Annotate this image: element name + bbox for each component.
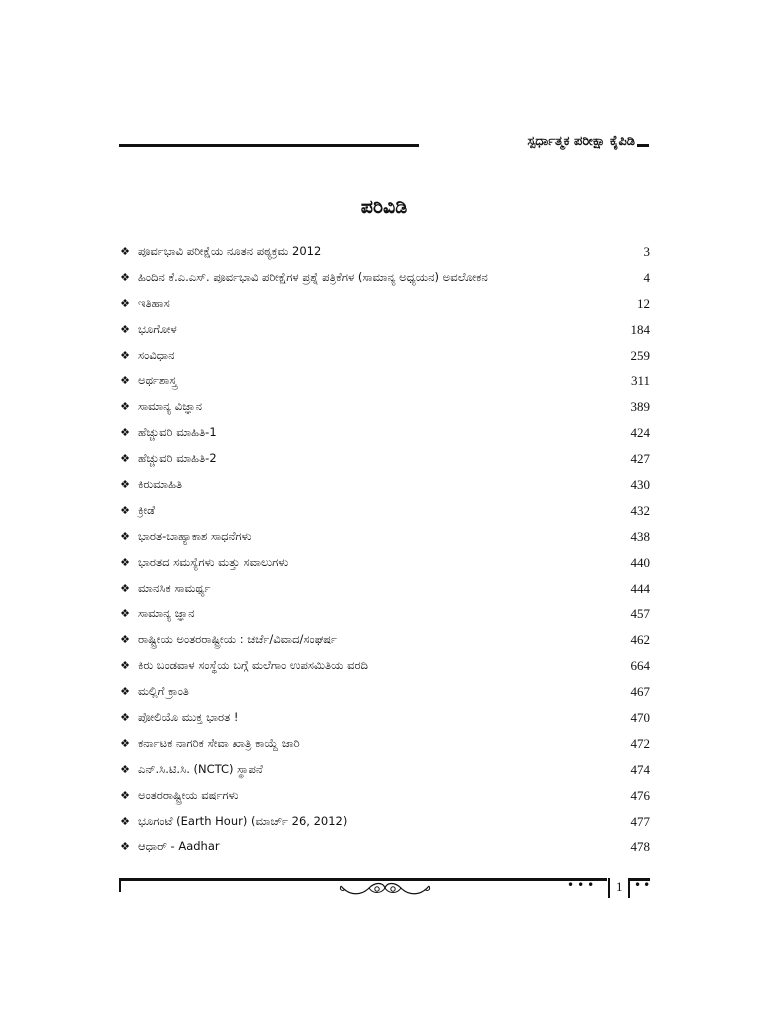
diamond-bullet-icon: ❖	[120, 581, 130, 595]
header-title: ಸ್ಪರ್ಧಾತ್ಮಕ ಪರೀಕ್ಷಾ ಕೈಪಿಡಿ	[527, 134, 635, 149]
toc-entry-page: 440	[630, 554, 650, 570]
diamond-bullet-icon: ❖	[120, 840, 130, 854]
toc-entry-page: 457	[630, 606, 650, 622]
toc-entry-page: 476	[630, 787, 650, 803]
footer-separator	[608, 878, 610, 898]
toc-entry	[119, 783, 650, 809]
toc-entry-label: ಮಲ್ಲಿಗೆ ಕ್ರಾಂತಿ	[138, 684, 189, 699]
toc-entry-page: 477	[630, 813, 650, 829]
toc-entry-page: 472	[630, 735, 650, 751]
toc-entry	[119, 317, 650, 343]
toc-entry-label: ಅಂತರರಾಷ್ಟ್ರೀಯ ವರ್ಷಗಳು	[138, 787, 239, 802]
toc-entry-label: ಪೂರ್ವಭಾವಿ ಪರೀಕ್ಷೆಯ ನೂತನ ಪಠ್ಯಕ್ರಮ 2012	[138, 244, 322, 258]
diamond-bullet-icon: ❖	[120, 633, 130, 647]
toc-entry	[119, 576, 650, 602]
toc-entry-page: 470	[630, 710, 650, 726]
toc-entry	[119, 601, 650, 627]
diamond-bullet-icon: ❖	[120, 503, 130, 517]
toc-entry	[119, 420, 650, 446]
footer-dots-right-icon: ••	[634, 878, 653, 892]
toc-entry	[119, 731, 650, 757]
toc-entry-label: ಕಿರು ಬಂಡವಾಳ ಸಂಸ್ಥೆಯ ಬಗ್ಗೆ ಮಲೆಗಾಂ ಉಪಸಮಿತಿಯ ವರದಿ	[138, 658, 368, 673]
diamond-bullet-icon: ❖	[120, 788, 130, 802]
toc-entry-page: 462	[630, 632, 650, 648]
diamond-bullet-icon: ❖	[120, 762, 130, 776]
toc-entry-label: ಕ್ರೀಡೆ	[138, 502, 155, 517]
page-footer	[119, 876, 653, 898]
ornament-icon	[339, 880, 431, 898]
diamond-bullet-icon: ❖	[120, 400, 130, 414]
toc-entry-label: ಮಾನಸಿಕ ಸಾಮರ್ಥ್ಯ	[138, 580, 211, 595]
toc-entry	[119, 757, 650, 783]
toc-entry	[119, 653, 650, 679]
toc-entry-page: 12	[637, 295, 650, 311]
toc-entry	[119, 524, 650, 550]
diamond-bullet-icon: ❖	[120, 426, 130, 440]
toc-entry-page: 184	[630, 321, 650, 337]
diamond-bullet-icon: ❖	[120, 478, 130, 492]
toc-entry	[119, 809, 650, 835]
toc-entry-page: 444	[630, 580, 650, 596]
page-title: ಪರಿವಿಡಿ	[360, 196, 408, 218]
toc-entry-page: 432	[630, 502, 650, 518]
diamond-bullet-icon: ❖	[120, 685, 130, 699]
toc-entry-page: 311	[630, 373, 650, 389]
toc-entry	[119, 679, 650, 705]
toc-entry-label: ಭಾರತದ ಸಮಸ್ಯೆಗಳು ಮತ್ತು ಸವಾಲುಗಳು	[138, 554, 289, 569]
toc-entry-label: ಪೋಲಿಯೊ ಮುಕ್ತ ಭಾರತ !	[138, 710, 239, 725]
toc-entry-page: 3	[643, 244, 650, 259]
toc-entry-page: 389	[630, 399, 650, 415]
toc-entry-page: 259	[630, 347, 650, 363]
toc-entry-label: ಕಿರುಮಾಹಿತಿ	[138, 477, 183, 492]
toc-entry	[119, 368, 650, 394]
running-header	[119, 133, 649, 153]
toc-entry-label: ಭೂಗಂಟೆ (Earth Hour) (ಮಾರ್ಚ್ 26, 2012)	[138, 813, 348, 828]
toc-entry-label: ಎನ್.ಸಿ.ಟಿ.ಸಿ. (NCTC) ಸ್ಥಾಪನೆ	[138, 761, 263, 776]
diamond-bullet-icon: ❖	[120, 814, 130, 828]
footer-dots-icon: •••	[567, 878, 598, 892]
diamond-bullet-icon: ❖	[120, 452, 130, 466]
header-rule-right	[637, 144, 649, 147]
toc-entry-label: ಸಾಮಾನ್ಯ ವಿಜ್ಞಾನ	[138, 399, 202, 414]
footer-rule-tick	[119, 878, 121, 892]
diamond-bullet-icon: ❖	[120, 529, 130, 543]
toc-entry	[119, 472, 650, 498]
toc-entry	[119, 239, 650, 265]
diamond-bullet-icon: ❖	[120, 296, 130, 310]
toc-entry	[119, 343, 650, 369]
toc-entry-label: ಸಂವಿಧಾನ	[138, 347, 175, 362]
diamond-bullet-icon: ❖	[120, 555, 130, 569]
toc-entry-label: ಇತಿಹಾಸ	[138, 295, 170, 310]
toc-entry-label: ಹಿಂದಿನ ಕೆ.ಎ.ಎಸ್. ಪೂರ್ವಭಾವಿ ಪರೀಕ್ಷೆಗಳ ಪ್ರಶ್ನೆ ಪತ್ರಿಕೆಗಳ (ಸಾಮಾನ್ಯ ಅಧ್ಯಯನ) ಅವಲೋಕನ	[138, 269, 488, 284]
diamond-bullet-icon: ❖	[120, 348, 130, 362]
toc-entry	[119, 627, 650, 653]
toc-entry	[119, 446, 650, 472]
toc-entry-page: 438	[630, 528, 650, 544]
toc-entry	[119, 550, 650, 576]
toc-entry	[119, 291, 650, 317]
toc-entry-label: ಹೆಚ್ಚುವರಿ ಮಾಹಿತಿ-2	[138, 451, 217, 466]
diamond-bullet-icon: ❖	[120, 607, 130, 621]
page-number: 1	[616, 879, 623, 894]
toc-entry-page: 4	[643, 269, 650, 285]
toc-entry-label: ಭಾರತ-ಬಾಹ್ಯಾಕಾಶ ಸಾಧನೆಗಳು	[138, 528, 252, 543]
toc-entry-page: 430	[630, 477, 650, 493]
toc-entry-label: ಸಾಮಾನ್ಯ ಜ್ಞಾನ	[138, 606, 195, 621]
footer-separator-right	[628, 878, 630, 898]
diamond-bullet-icon: ❖	[120, 711, 130, 725]
toc-entry-page: 467	[630, 684, 650, 700]
toc-entry	[119, 834, 650, 860]
diamond-bullet-icon: ❖	[120, 374, 130, 388]
table-of-contents	[119, 239, 650, 860]
toc-entry-page: 474	[630, 761, 650, 777]
header-rule-left	[119, 144, 419, 147]
toc-entry	[119, 705, 650, 731]
toc-entry-label: ಹೆಚ್ಚುವರಿ ಮಾಹಿತಿ-1	[138, 425, 217, 440]
diamond-bullet-icon: ❖	[120, 245, 130, 258]
diamond-bullet-icon: ❖	[120, 322, 130, 336]
toc-entry	[119, 394, 650, 420]
toc-entry-page: 478	[630, 839, 650, 855]
toc-entry-page: 664	[630, 658, 650, 674]
toc-entry-label: ಅರ್ಥಶಾಸ್ತ್ರ	[138, 373, 177, 388]
toc-entry-label: ಕರ್ನಾಟಕ ನಾಗರಿಕ ಸೇವಾ ಖಾತ್ರಿ ಕಾಯ್ದೆ ಜಾರಿ	[138, 735, 300, 750]
toc-entry-label: ಆಧಾರ್ - Aadhar	[138, 839, 220, 854]
diamond-bullet-icon: ❖	[120, 270, 130, 284]
toc-entry-page: 427	[630, 451, 650, 467]
toc-entry	[119, 265, 650, 291]
diamond-bullet-icon: ❖	[120, 659, 130, 673]
toc-entry-page: 424	[630, 425, 650, 441]
toc-entry	[119, 498, 650, 524]
toc-entry-label: ಭೂಗೋಳ	[138, 321, 177, 336]
toc-entry-label: ರಾಷ್ಟ್ರೀಯ ಅಂತರರಾಷ್ಟ್ರೀಯ : ಚರ್ಚೆ/ವಿವಾದ/ಸಂಘರ್ಷ	[138, 632, 337, 647]
diamond-bullet-icon: ❖	[120, 736, 130, 750]
